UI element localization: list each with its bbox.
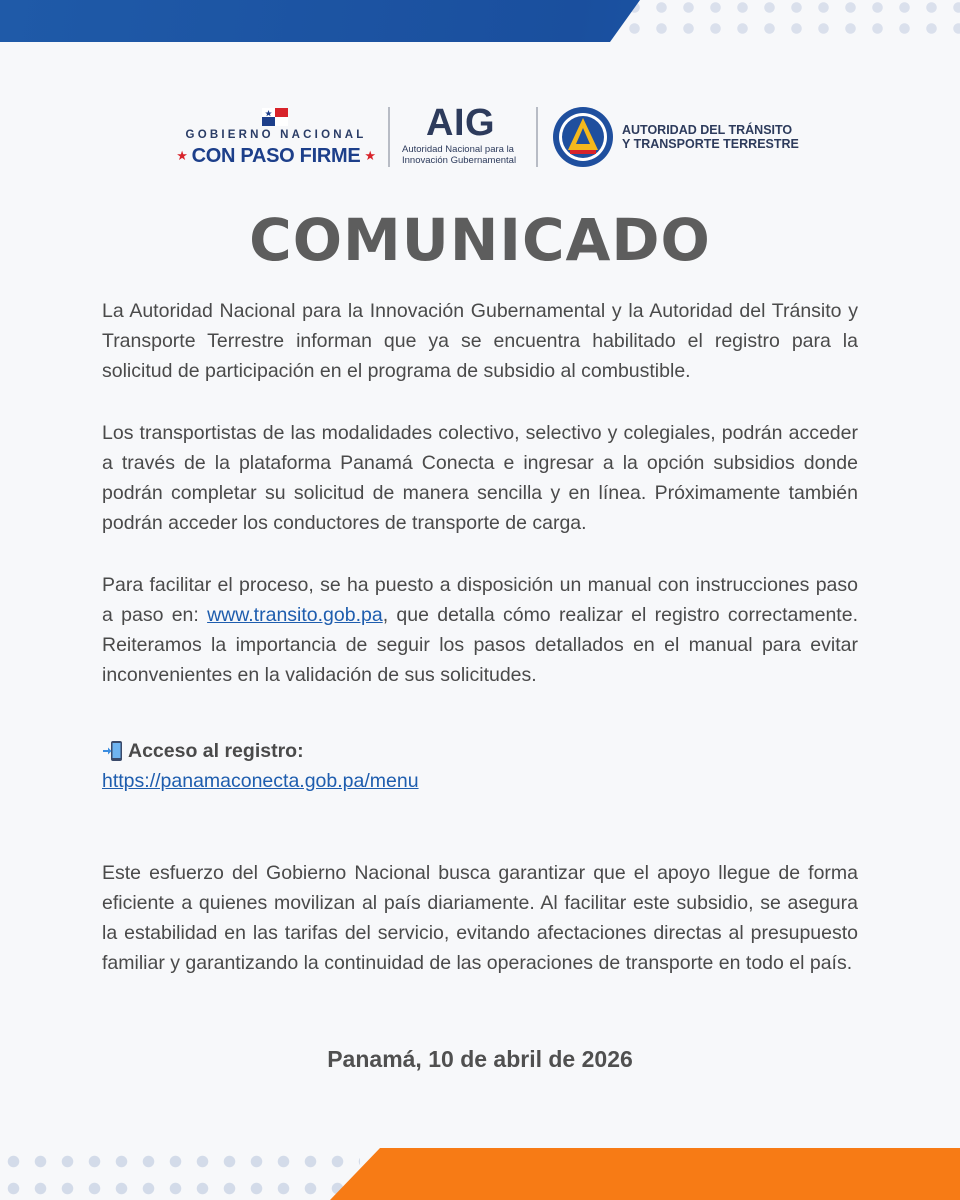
access-heading — [102, 736, 858, 766]
aig-subtitle-line1: Autoridad Nacional para la — [402, 144, 514, 155]
star-icon: ★ — [364, 148, 376, 163]
att-line2: Y TRANSPORTE TERRESTRE — [622, 137, 799, 151]
paragraph-3 — [102, 570, 858, 690]
aig-title: AIG — [426, 102, 496, 144]
date-line: Panamá, 10 de abril de 2026 — [327, 1046, 633, 1072]
att-seal-icon — [552, 106, 614, 168]
paragraph-3-text-before: Para facilitar el proceso, se ha puesto a disposición un manual con instrucciones paso a paso en: — [102, 574, 858, 626]
gobierno-nacional-logo — [170, 104, 382, 170]
att-logo — [552, 106, 802, 168]
panama-flag-icon — [262, 108, 288, 126]
att-line1: AUTORIDAD DEL TRÁNSITO — [622, 123, 793, 137]
paragraph-1: La Autoridad Nacional para la Innovación Gubernamental y la Autoridad del Tránsito y Transporte Terrestre informan que ya se encuentra habilitado el registro para la solicitud de participación en el programa de subsidio al combustible. — [102, 300, 858, 382]
paragraph-2: Los transportistas de las modalidades colectivo, selectivo y colegiales, podrán acceder a través de la plataforma Panamá Conecta e ingresar a la opción subsidios donde podrán completar su solicitud de manera sencilla y en línea. Próximamente también podrán acceder los conductores de transporte de carga. — [102, 422, 858, 534]
aig-subtitle-line2: Innovación Gubernamental — [402, 155, 517, 166]
aig-subtitle — [402, 144, 532, 166]
gobierno-line1: GOBIERNO NACIONAL — [185, 129, 367, 141]
logo-row — [170, 104, 810, 170]
transito-link[interactable]: www.transito.gob.pa — [207, 604, 383, 626]
access-heading-text: Acceso al registro: — [128, 740, 304, 762]
access-section — [102, 736, 858, 796]
communique-body — [102, 296, 858, 978]
gobierno-line2 — [170, 145, 382, 168]
logo-divider — [536, 107, 538, 167]
aig-logo — [400, 104, 530, 170]
star-icon: ★ — [176, 148, 188, 163]
bottom-dot-pattern — [0, 1148, 360, 1200]
page-title: COMUNICADO — [249, 206, 711, 274]
gobierno-line2-text: CON PASO FIRME — [191, 145, 361, 167]
paragraph-4: Este esfuerzo del Gobierno Nacional busca garantizar que el apoyo llegue de forma eficiente a quienes movilizan al país diariamente. Al facilitar este subsidio, se asegura la estabilidad en las tarifas del servicio, evitando afectaciones directas al presupuesto familiar y garantizando la continuidad de las operaciones de transporte en todo el país. — [102, 862, 858, 974]
panamaconecta-link[interactable]: https://panamaconecta.gob.pa/menu — [102, 770, 419, 792]
att-name — [622, 123, 802, 151]
mobile-arrow-icon — [102, 740, 124, 762]
paragraph-3-text-after: , que detalla cómo realizar el registro correctamente. Reiteramos la importancia de seguir los pasos detallados en el manual para evitar inconvenientes en la validación de sus solicitudes. — [102, 604, 858, 686]
logo-divider — [388, 107, 390, 167]
